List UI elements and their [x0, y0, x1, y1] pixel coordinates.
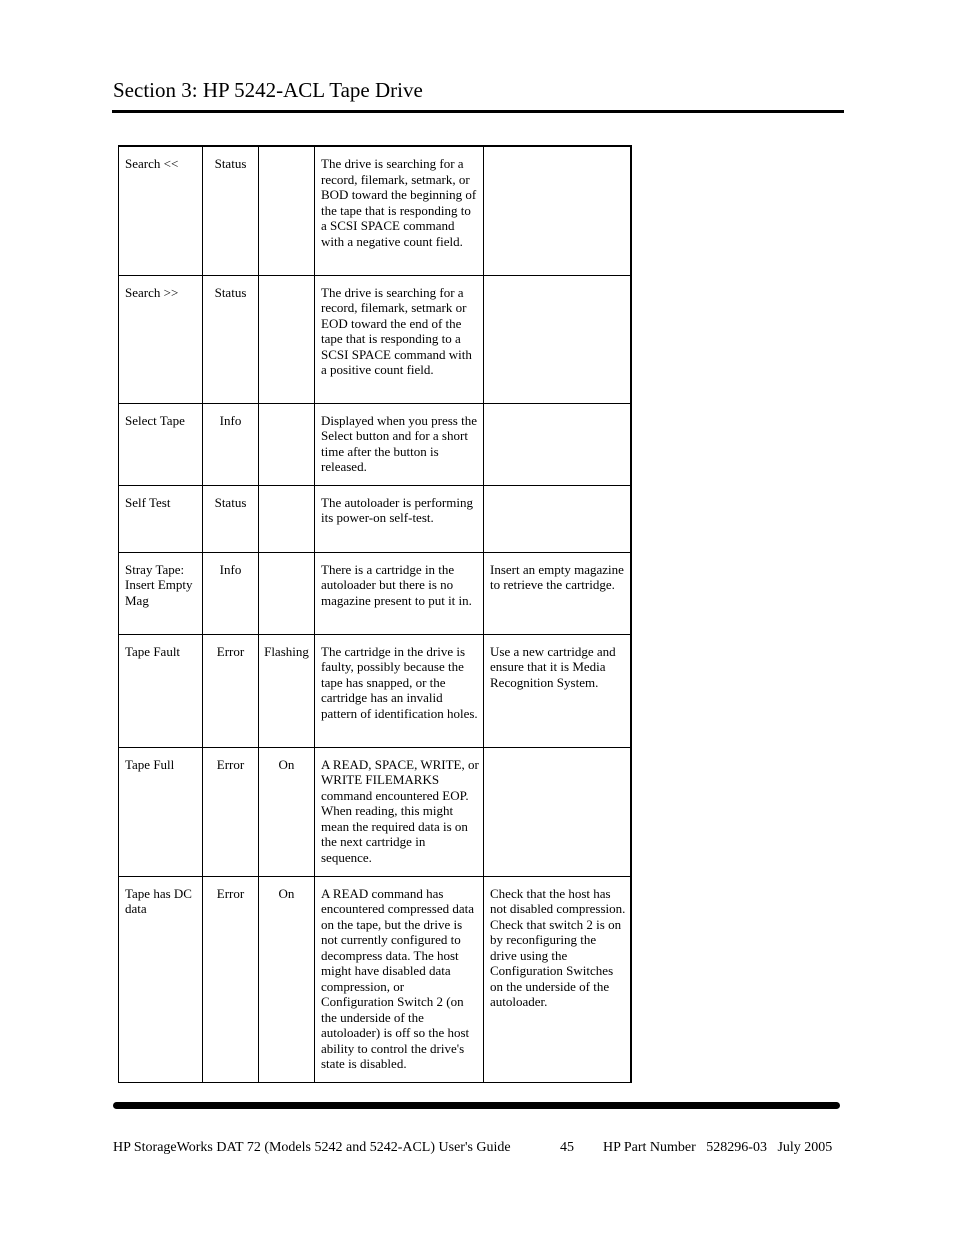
table-row — [119, 747, 631, 876]
table-row — [119, 146, 631, 275]
action-cell: Use a new cartridge and ensure that it is Media Recognition System. — [484, 634, 631, 747]
action-cell — [484, 275, 631, 403]
table-row — [119, 876, 631, 1082]
footer-page-number: 45 — [560, 1140, 574, 1155]
message-cell: Tape Fault — [119, 634, 203, 747]
action-cell — [484, 403, 631, 485]
led-cell: On — [259, 747, 315, 876]
led-cell — [259, 552, 315, 634]
led-cell — [259, 275, 315, 403]
footer-guide-title: HP StorageWorks DAT 72 (Models 5242 and 5242-ACL) User's Guide — [113, 1140, 511, 1155]
action-cell: Check that the host has not disabled compression. Check that switch 2 is on by reconfiguring the drive using the Configuration Switches on the underside of the autoloader. — [484, 876, 631, 1082]
type-cell: Error — [203, 634, 259, 747]
type-cell: Status — [203, 146, 259, 275]
table-row — [119, 552, 631, 634]
message-cell: Search >> — [119, 275, 203, 403]
message-cell: Search << — [119, 146, 203, 275]
page-title: Section 3: HP 5242-ACL Tape Drive — [113, 78, 423, 102]
description-cell: The drive is searching for a record, filemark, setmark, or BOD toward the beginning of the tape that is responding to a SCSI SPACE command with a negative count field. — [315, 146, 484, 275]
table-row — [119, 275, 631, 403]
led-cell — [259, 403, 315, 485]
description-cell: There is a cartridge in the autoloader but there is no magazine present to put it in. — [315, 552, 484, 634]
description-cell: A READ, SPACE, WRITE, or WRITE FILEMARKS command encountered EOP. When reading, this might mean the required data is on the next cartridge in sequence. — [315, 747, 484, 876]
action-cell — [484, 485, 631, 552]
message-cell: Self Test — [119, 485, 203, 552]
action-cell — [484, 146, 631, 275]
description-cell: The autoloader is performing its power-on self-test. — [315, 485, 484, 552]
type-cell: Error — [203, 747, 259, 876]
message-cell: Select Tape — [119, 403, 203, 485]
type-cell: Error — [203, 876, 259, 1082]
display-messages-table — [118, 145, 632, 1083]
message-cell: Tape has DC data — [119, 876, 203, 1082]
type-cell: Info — [203, 403, 259, 485]
footer-part-number: HP Part Number 528296-03 July 2005 — [603, 1140, 833, 1155]
type-cell: Status — [203, 485, 259, 552]
led-cell — [259, 485, 315, 552]
table-row — [119, 634, 631, 747]
description-cell: A READ command has encountered compressed data on the tape, but the drive is not currently configured to decompress data. The host might have disabled data compression, or Configuration Switch 2 (on the underside of the autoloader) is off so the host ability to control the drive's state is disabled. — [315, 876, 484, 1082]
table-row — [119, 403, 631, 485]
description-cell: The cartridge in the drive is faulty, possibly because the tape has snapped, or the cartridge has an invalid pattern of identification holes. — [315, 634, 484, 747]
header-rule — [112, 110, 844, 113]
led-cell: Flashing — [259, 634, 315, 747]
description-cell: The drive is searching for a record, filemark, setmark or EOD toward the end of the tape that is responding to a SCSI SPACE command with a positive count field. — [315, 275, 484, 403]
type-cell: Info — [203, 552, 259, 634]
message-cell: Stray Tape: Insert Empty Mag — [119, 552, 203, 634]
type-cell: Status — [203, 275, 259, 403]
footer-rule — [113, 1102, 840, 1109]
description-cell: Displayed when you press the Select button and for a short time after the button is released. — [315, 403, 484, 485]
led-cell — [259, 146, 315, 275]
message-cell: Tape Full — [119, 747, 203, 876]
action-cell: Insert an empty magazine to retrieve the cartridge. — [484, 552, 631, 634]
action-cell — [484, 747, 631, 876]
led-cell: On — [259, 876, 315, 1082]
table-row — [119, 485, 631, 552]
